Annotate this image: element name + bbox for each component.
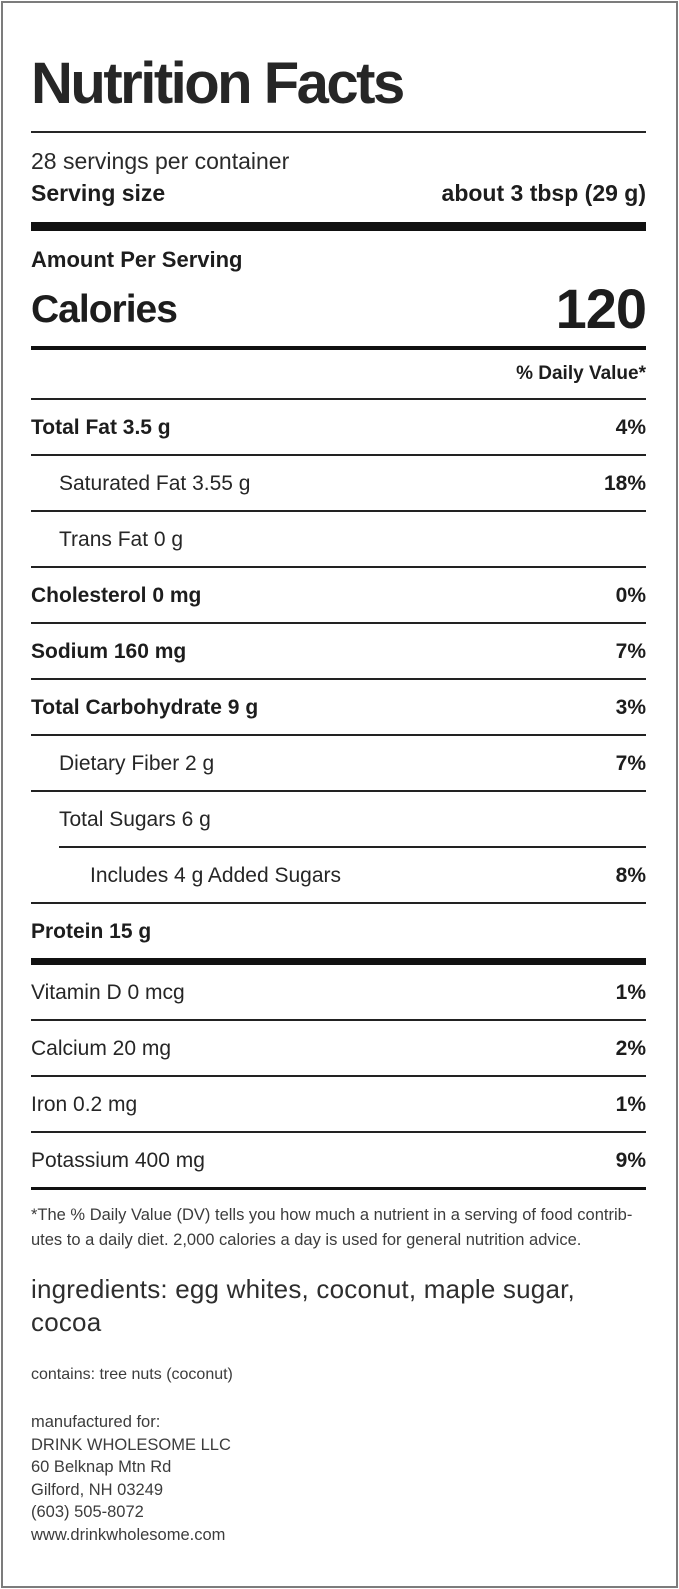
manufactured-for-line: manufactured for: [31,1413,161,1431]
serving-size-label: Serving size [31,180,166,206]
section-bar-thick [31,222,646,231]
daily-value-footnote [31,1203,646,1253]
nutrient-row-potassium: Potassium 400 mg 9% [31,1149,646,1172]
ingredients-text: ingredients: egg whites, coconut, maple sugar, cocoa [31,1274,575,1337]
nutrient-row-iron: Iron 0.2 mg 1% [31,1093,646,1116]
nutrient-row-added-sugars: Includes 4 g Added Sugars 8% [90,864,646,887]
nutrient-row-calcium: Calcium 20 mg 2% [31,1037,646,1060]
nutrient-row-trans-fat: Trans Fat 0 g [59,528,184,551]
nutrient-row-sodium: Sodium 160 mg 7% [31,640,646,663]
servings-per-container: 28 servings per container [31,148,290,174]
nutrient-row-vitamin-d: Vitamin D 0 mcg 1% [31,981,646,1004]
manufacturer-phone: (603) 505-8072 [31,1503,144,1521]
manufacturer-city: Gilford, NH 03249 [31,1480,164,1499]
manufacturer-street: 60 Belknap Mtn Rd [31,1458,172,1476]
nutrient-row-total-fat: Total Fat 3.5 g 4% [31,416,646,439]
serving-size-row [31,177,646,210]
footnote-line: *The % Daily Value (DV) tells you how much a nutrient in a serving of food contrib- [31,1206,633,1224]
nutrient-row-saturated-fat: Saturated Fat 3.55 g 18% [59,472,646,495]
daily-value-header: % Daily Value* [516,363,646,384]
label-title: Nutrition Facts [31,51,403,116]
manufacturer-website: www.drinkwholesome.com [31,1525,226,1544]
calories-label: Calories [31,288,177,331]
manufacturer-name: DRINK WHOLESOME LLC [31,1435,231,1454]
nutrient-row-cholesterol: Cholesterol 0 mg 0% [31,584,646,607]
calories-row [31,277,646,340]
allergen-statement: contains: tree nuts (coconut) [31,1366,233,1383]
calories-value: 120 [555,277,646,340]
nutrient-row-total-sugars: Total Sugars 6 g [59,808,211,831]
nutrient-row-dietary-fiber: Dietary Fiber 2 g 7% [59,752,646,775]
nutrient-row-protein: Protein 15 g [31,920,152,943]
amount-per-serving: Amount Per Serving [31,247,243,272]
protein-bar-thick [31,958,646,965]
title-divider [31,131,646,133]
nutrient-row-total-carbohydrate: Total Carbohydrate 9 g 3% [31,696,646,719]
footnote-line: utes to a daily diet. 2,000 calories a day is used for general nutrition advice. [31,1231,582,1249]
footer-bar [31,1187,646,1190]
manufacturer-block [31,1411,646,1546]
serving-size-value: about 3 tbsp (29 g) [441,180,646,206]
